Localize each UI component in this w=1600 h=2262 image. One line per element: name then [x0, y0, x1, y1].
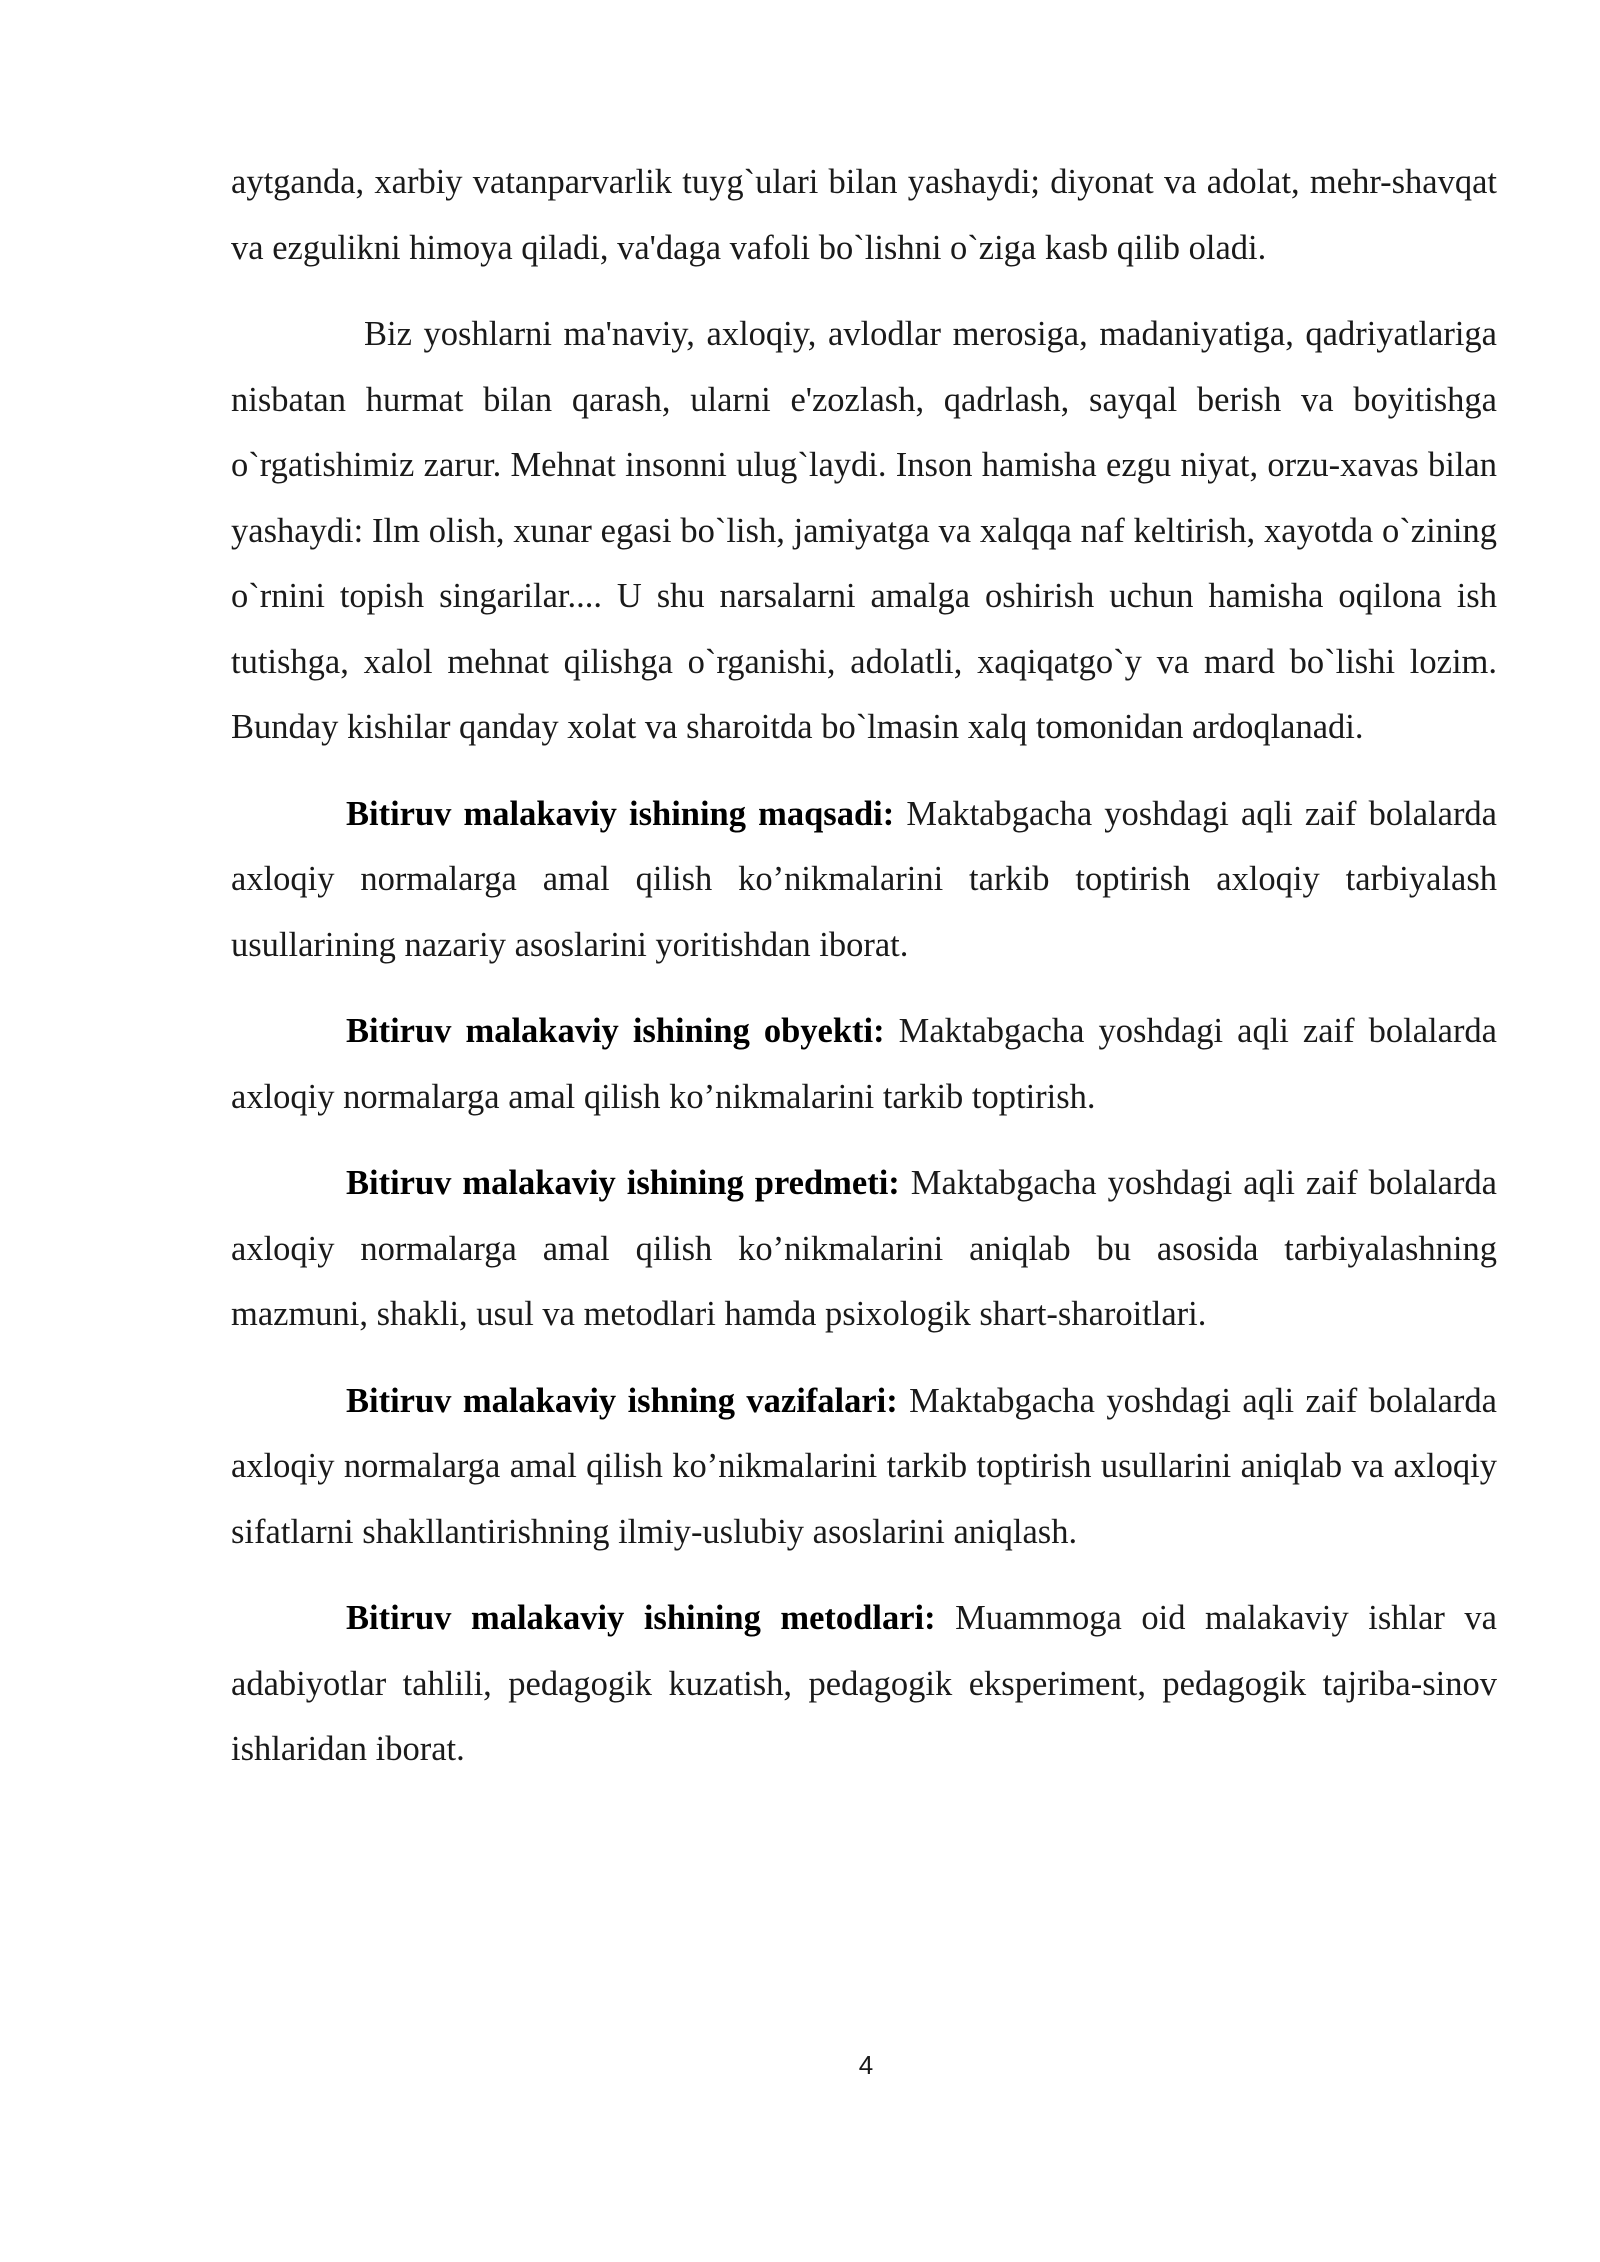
paragraph-text: Maktabgacha yoshdagi aqli zaif bolalarda axloqiy normalarga amal qilish ko’nikmalarini aniqlab bu asosida tarbiyalashning mazmuni, shakli, usul va metodlari hamda psixologik shart-sharoitlari. — [231, 1164, 1497, 1333]
paragraph-heading: Bitiruv malakaviy ishining predmeti: — [346, 1164, 900, 1202]
paragraph-intro-continuation — [231, 150, 1497, 281]
page-number: 4 — [858, 2050, 874, 2080]
paragraph-text: Maktabgacha yoshdagi aqli zaif bolalarda axloqiy normalarga amal qilish ko’nikmalarini tarkib toptirish. — [231, 1012, 1497, 1116]
paragraph-heading: Bitiruv malakaviy ishining obyekti: — [346, 1012, 885, 1050]
paragraph-methods — [231, 1586, 1497, 1783]
paragraph-text: Maktabgacha yoshdagi aqli zaif bolalarda axloqiy normalarga amal qilish ko’nikmalarini tarkib toptirish axloqiy tarbiyalash usullarining nazariy asoslarini yoritishdan iborat. — [231, 794, 1497, 964]
paragraph-subject — [231, 1151, 1497, 1348]
paragraph-text: Biz yoshlarni ma'naviy, axloqiy, avlodlar merosiga, madaniyatiga, qadriyatlariga nisbatan hurmat bilan qarash, ularni e'zozlash, qadrlash, sayqal berish va boyitishga o`rgatishimiz zarur. Mehnat insonni ulug`laydi. Inson hamisha ezgu niyat, orzu-xavas bilan yashaydi: Ilm olish, xunar egasi bo`lish, jamiyatga va xalqqa naf keltirish, xayotda o`zining o`rnini topish singarilar.... U shu narsalarni amalga oshirish uchun hamisha oqilona ish tutishga, xalol mehnat qilishga o`rganishi, adolatli, xaqiqatgo`y va mard bo`lishi lozim. Bunday kishilar qanday xolat va sharoitda bo`lmasin xalq tomonidan ardoqlanadi. — [231, 315, 1497, 746]
paragraph-heading: Bitiruv malakaviy ishining metodlari: — [346, 1599, 936, 1637]
paragraph-youth-values — [231, 302, 1497, 761]
paragraph-heading: Bitiruv malakaviy ishining maqsadi: — [346, 794, 895, 833]
paragraph-goal — [231, 782, 1497, 979]
paragraph-text: Muammoga oid malakaviy ishlar va adabiyotlar tahlili, pedagogik kuzatish, pedagogik eksperiment, pedagogik tajriba-sinov ishlaridan iborat. — [231, 1599, 1497, 1768]
paragraph-tasks — [231, 1369, 1497, 1566]
body-text — [231, 150, 1497, 1783]
paragraph-heading: Bitiruv malakaviy ishning vazifalari: — [346, 1381, 898, 1420]
paragraph-text: aytganda, xarbiy vatanparvarlik tuyg`ulari bilan yashaydi; diyonat va adolat, mehr-shavqat va ezgulikni himoya qiladi, va'daga vafoli bo`lishni o`ziga kasb qilib oladi. — [231, 163, 1497, 267]
paragraph-text: Maktabgacha yoshdagi aqli zaif bolalarda axloqiy normalarga amal qilish ko’nikmalarini tarkib toptirish usullarini aniqlab va axloqiy sifatlarni shakllantirishning ilmiy-uslubiy asoslarini aniqlash. — [231, 1381, 1497, 1551]
paragraph-object — [231, 999, 1497, 1130]
